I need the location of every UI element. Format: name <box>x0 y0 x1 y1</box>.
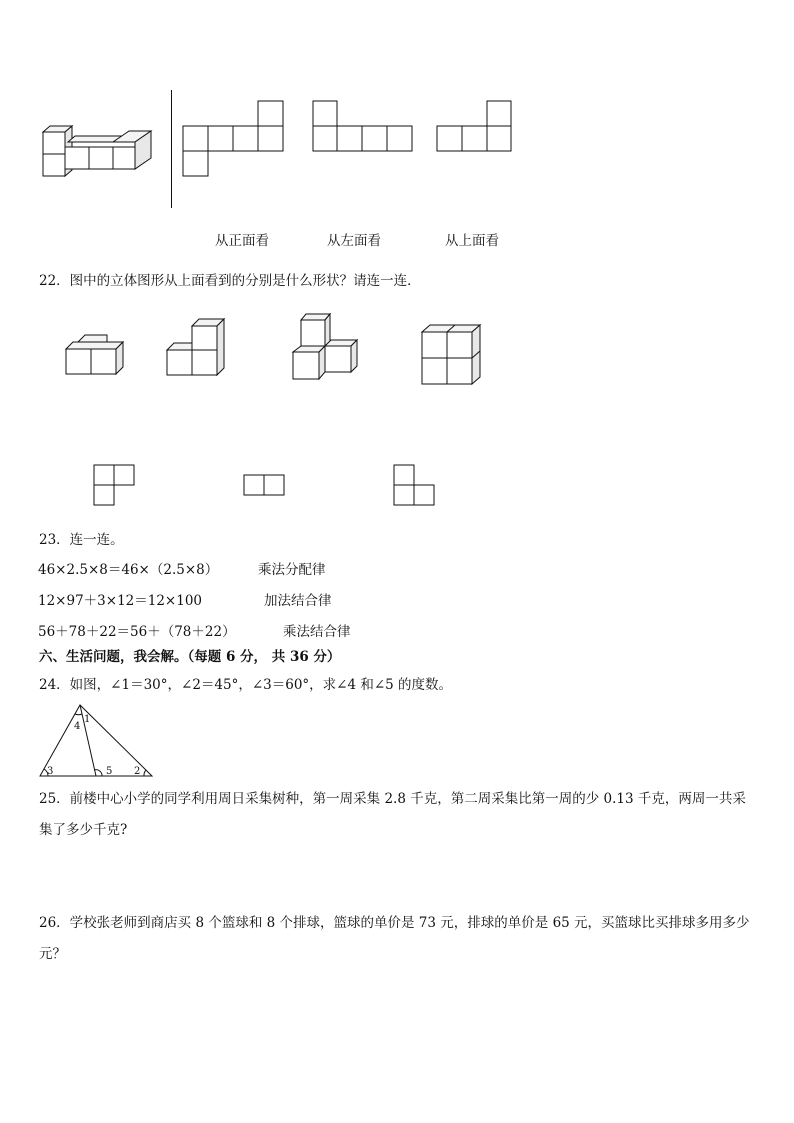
q23-expression-1: 46×2.5×8＝46×（2.5×8） <box>38 562 219 578</box>
view-label-front: 从正面看 <box>215 233 269 249</box>
q23-law-3: 乘法结合律 <box>283 624 351 640</box>
q21-solid-figure <box>40 128 160 180</box>
q23-title: 23．连一连。 <box>39 532 124 548</box>
q21-view-top <box>436 100 516 154</box>
q22-question: 22．图中的立体图形从上面看到的分别是什么形状？请连一连． <box>39 273 421 289</box>
angle-label-5: 5 <box>106 766 113 777</box>
q21-view-left <box>312 100 416 154</box>
q22-top-view-c <box>393 464 439 508</box>
q22-solid-3 <box>291 312 363 384</box>
section-6-heading: 六、生活问题，我会解。（每题 6 分， 共 36 分） <box>39 649 341 665</box>
q22-solid-4 <box>421 324 485 388</box>
q23-law-2: 加法结合律 <box>264 593 332 609</box>
angle-label-2: 2 <box>134 766 141 777</box>
q22-top-view-a <box>93 464 139 508</box>
q24-question: 24．如图，∠1＝30°，∠2＝45°，∠3＝60°，求∠4 和∠5 的度数。 <box>39 677 453 693</box>
q24-triangle-figure <box>36 702 156 780</box>
q23-expression-2: 12×97＋3×12＝12×100 <box>38 593 203 609</box>
divider-line <box>171 90 172 208</box>
angle-label-4: 4 <box>74 721 81 732</box>
q23-expression-3: 56＋78＋22＝56＋（78＋22） <box>38 624 236 640</box>
q22-top-view-b <box>243 474 289 498</box>
q21-view-front <box>182 100 286 178</box>
view-label-left: 从左面看 <box>327 233 381 249</box>
view-label-top: 从上面看 <box>445 233 499 249</box>
angle-label-1: 1 <box>84 714 91 725</box>
q26-question: 26．学校张老师到商店买 8 个篮球和 8 个排球，篮球的单价是 73 元，排球的单价是 65 元，买篮球比买排球多用多少元？ <box>39 915 750 962</box>
q22-solid-2 <box>165 318 229 382</box>
q25-question: 25．前楼中心小学的同学利用周日采集树种，第一周采集 2.8 千克，第二周采集比第一周的少 0.13 千克，两周一共采集了多少千克? <box>39 791 746 838</box>
angle-label-3: 3 <box>47 766 54 777</box>
q23-law-1: 乘法分配律 <box>258 562 326 578</box>
q22-solid-1 <box>64 333 128 379</box>
